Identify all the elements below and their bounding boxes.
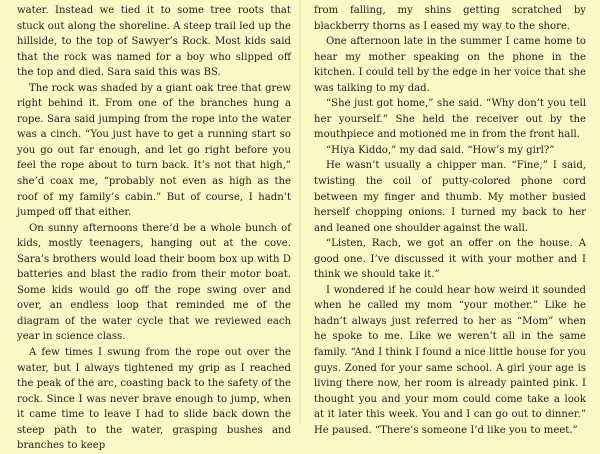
left-page: [0, 0, 300, 452]
paragraph: One afternoon late in the summer I came home to hear my mother speaking on the phone in the kitchen. I could tell by the edge in her voice that she was talking to my dad.: [314, 36, 586, 94]
right-page: [300, 0, 600, 436]
paragraph: He wasn’t usually a chipper man. “Fine,” I said, twisting the coil of putty-colored phone cord between my finger and thumb. My mother busied herself chopping onions. I turned my back to her and leaned one shoulder against the wall.: [314, 160, 586, 234]
right-page-text: [314, 0, 586, 438]
paragraph: “She just got home,” she said. “Why don’t you tell her yourself.” She held the receiver out by the mouthpiece and motioned me in from the front hall.: [314, 98, 586, 141]
paragraph: On sunny afternoons there’d be a whole bunch of kids, mostly teenagers, hanging out at the cove. Sara’s brothers would load their boom box up with D batteries and blast the radio from their motor boat. Some kids would go off the rope swing over and over, an endless loop that reminded me of the diagram of the water cycle that we reviewed each year in science class.: [17, 222, 291, 343]
left-page-text: [17, 0, 291, 454]
paragraph: A few times I swung from the rope out over the water, but I always tightened my grip as I reached the peak of the arc, coasting back to the safety of the rock. Since I was never brave enough to jump, when it came time to leave I had to slide back down the steep path to the water, grasping bushes and branches to keep: [17, 347, 291, 452]
paragraph: water. Instead we tied it to some tree roots that stuck out along the shoreline. A steep trail led up the hillside, to the top of Sawyer’s Rock. Most kids said that the rock was named for a boy who slipped off the top and died. Sara said this was BS.: [17, 5, 291, 79]
paragraph: “Listen, Rach, we got an offer on the house. A good one. I’ve discussed it with your mother and I think we should take it.”: [314, 238, 586, 281]
paragraph: The rock was shaded by a giant oak tree that grew right behind it. From one of the branches hung a rope. Sara said jumping from the rope into the water was a cinch. “You just have to get a running start so you go out far enough, and let go right before you feel the rope about to turn back. It’s not that high,” she’d coax me, “probably not even as high as the roof of my family’s cabin.” But of course, I hadn’t jumped off that either.: [17, 82, 291, 219]
paragraph: “Hiya Kiddo,” my dad said. “How’s my girl?”: [326, 144, 555, 156]
paragraph: I wondered if he could hear how weird it sounded when he called my mom “your mother.” Like he hadn’t always just referred to her as “Mom” when he spoke to me. Like we weren’t all in the same family. “And I think I found a nice little house for you guys. Zoned for your same school. A girl your age is living there now, her room is already painted pink. I thought you and your mom could come take a look at it later this week. You and I can go out to dinner.” He paused. “There’s someone I’d like you to meet.”: [314, 284, 586, 436]
paragraph: from falling, my shins getting scratched by blackberry thorns as I eased my way to the shore.: [314, 5, 586, 32]
